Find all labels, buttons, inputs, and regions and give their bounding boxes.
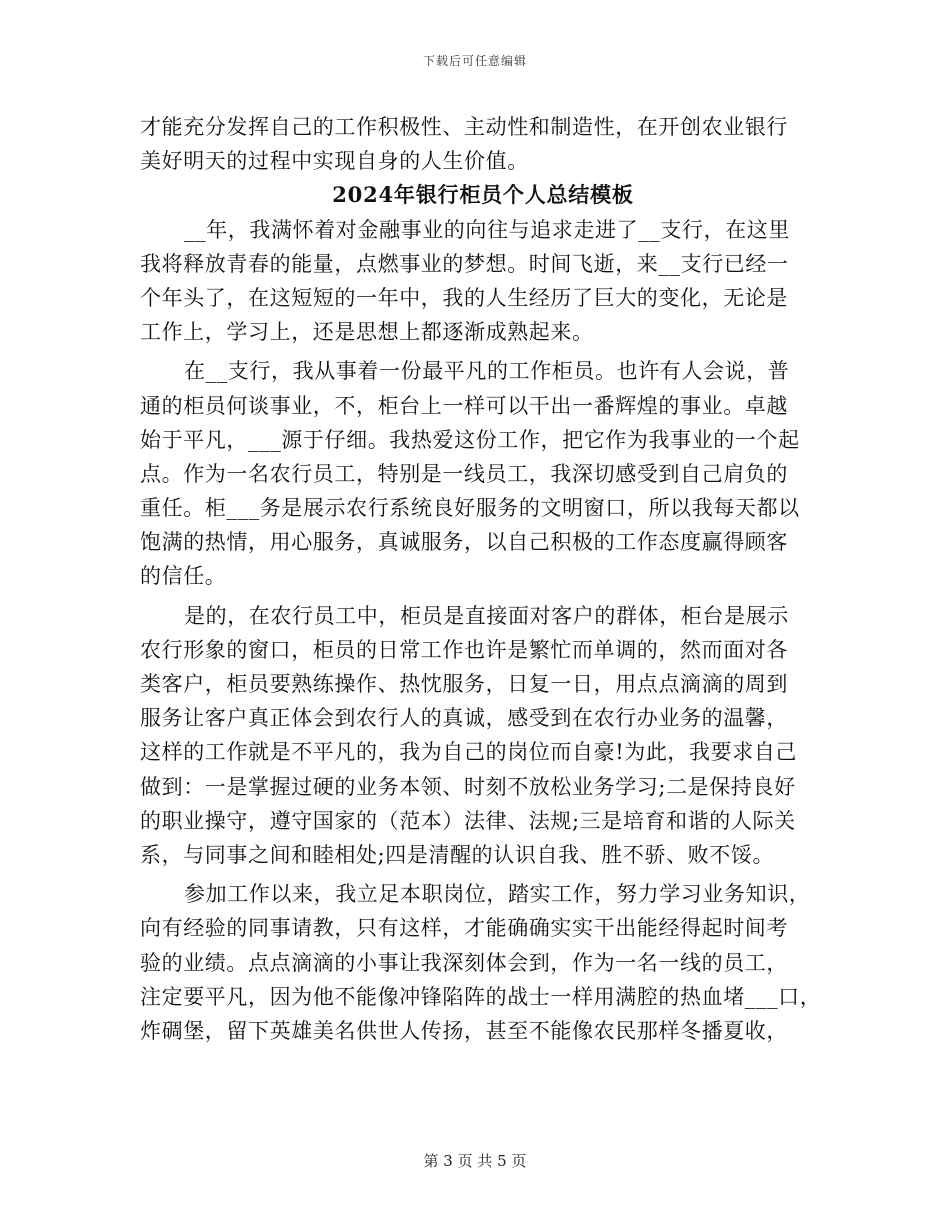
paragraph-1	[140, 213, 816, 350]
paragraph-line: 在__支行，我从事着一份最平凡的工作柜员。也许有人会说，普	[184, 359, 790, 384]
paragraph-line: 这样的工作就是不平凡的，我为自己的岗位而自豪!为此，我要求自己	[140, 740, 798, 765]
intro-line: 才能充分发挥自己的工作积极性、主动性和制造性，在开创农业银行	[140, 115, 788, 139]
paragraph-line: 做到：一是掌握过硬的业务本领、时刻不放松业务学习;二是保持良好	[140, 774, 796, 799]
paragraph-line: 参加工作以来，我立足本职岗位，踏实工作，努力学习业务知识，	[184, 882, 811, 907]
paragraph-line: 农行形象的窗口，柜员的日常工作也许是繁忙而单调的，然而面对各	[140, 637, 788, 662]
paragraph-4	[140, 877, 822, 1048]
paragraph-line: 验的业绩。点点滴滴的小事让我深刻体会到，作为一名一线的员工，	[140, 950, 788, 975]
paragraph-line: 服务让客户真正体会到农行人的真诚，感受到在农行办业务的温馨，	[140, 706, 788, 731]
paragraph-line: 点。作为一名农行员工，特别是一线员工，我深切感受到自己肩负的	[140, 461, 788, 486]
paragraph-line: 的职业操守，遵守国家的（范本）法律、法规;三是培育和谐的人际关	[140, 808, 796, 833]
paragraph-line: 饱满的热情，用心服务，真诚服务，以自己积极的工作态度赢得顾客	[140, 530, 788, 555]
document-title: 2024年银行柜员个人总结模板	[332, 182, 634, 208]
paragraph-line: 我将释放青春的能量，点燃事业的梦想。时间飞逝，来__支行已经一	[140, 251, 789, 276]
paragraph-line: 的信任。	[140, 564, 227, 589]
paragraph-2	[140, 354, 816, 593]
document-body	[140, 110, 822, 1048]
paragraph-line: 是的，在农行员工中，柜员是直接面对客户的群体，柜台是展示	[184, 603, 789, 628]
intro-line: 美好明天的过程中实现自身的人生价值。	[140, 149, 529, 174]
paragraph-line: 工作上，学习上，还是思想上都逐渐成熟起来。	[140, 320, 594, 345]
page-header-note: 下载后可任意编辑	[422, 54, 527, 68]
paragraph-line: 个年头了，在这短短的一年中，我的人生经历了巨大的变化，无论是	[140, 285, 788, 310]
paragraph-line: 类客户，柜员要熟练操作、热忱服务，日复一日，用点点滴滴的周到	[140, 672, 788, 696]
paragraph-line: 系，与同事之间和睦相处;四是清醒的认识自我、胜不骄、败不馁。	[140, 842, 775, 867]
paragraph-line: 通的柜员何谈事业，不，柜台上一样可以干出一番辉煌的事业。卓越	[140, 393, 788, 418]
paragraph-line: 炸碉堡，留下英雄美名供世人传扬，甚至不能像农民那样冬播夏收，	[140, 1018, 788, 1043]
paragraph-line: 向有经验的同事请教，只有这样，才能确确实实干出能经得起时间考	[140, 916, 788, 941]
paragraph-line: 注定要平凡，因为他不能像冲锋陷阵的战士一样用满腔的热血堵___口，	[140, 984, 822, 1009]
paragraph-line: 重任。柜___务是展示农行系统良好服务的文明窗口，所以我每天都以	[140, 496, 800, 521]
page-number: 第 3 页 共 5 页	[423, 1152, 527, 1170]
paragraph-line: 始于平凡，___源于仔细。我热爱这份工作，把它作为我事业的一个起	[140, 427, 800, 452]
paragraph-line: __年，我满怀着对金融事业的向往与追求走进了__支行，在这里	[184, 217, 790, 242]
paragraph-3	[140, 599, 816, 873]
